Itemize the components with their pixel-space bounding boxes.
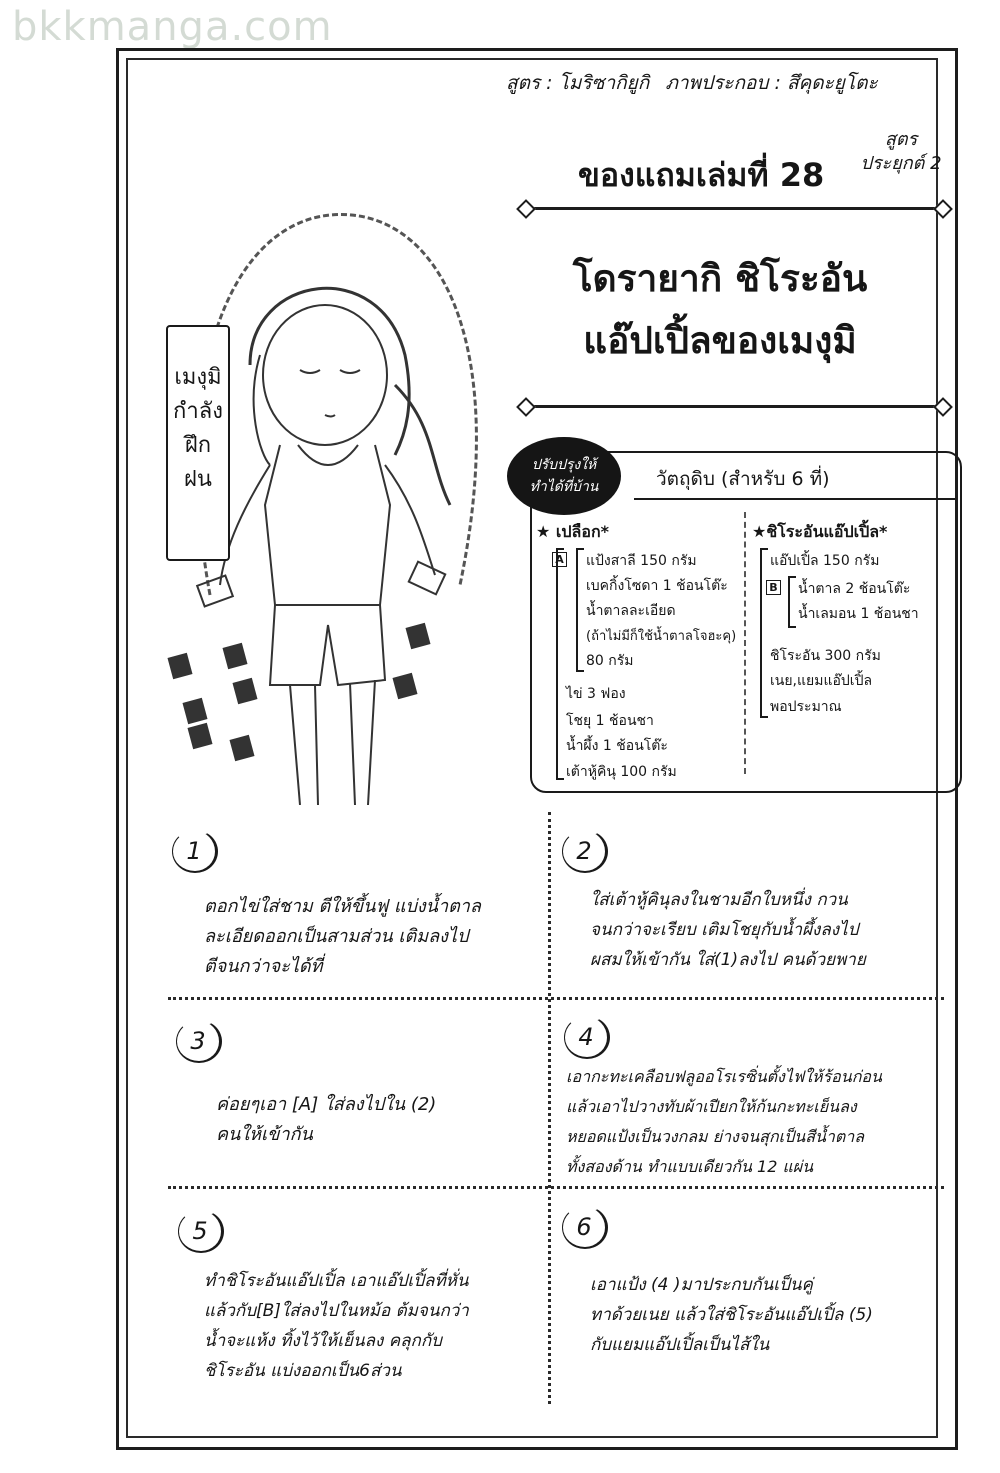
dish-title xyxy=(540,248,900,372)
step-4-number: 4 xyxy=(564,1016,610,1059)
ingredients-header: วัตถุดิบ (สำหรับ 6 ที่) xyxy=(656,468,830,490)
step-line: เอาแป้ง (4 )มาประกบกันเป็นคู่ xyxy=(590,1275,813,1295)
shell-section-title: ★ เปลือก* xyxy=(536,522,610,541)
shell-a-item: น้ำตาลละเอียด xyxy=(586,603,676,619)
caption-line: ฝึก xyxy=(184,433,212,458)
steps-vertical-divider xyxy=(548,812,551,1404)
step-line: น้ำจะแห้ง ทิ้งไว้ให้เย็นลง คลุกกับ xyxy=(204,1331,442,1351)
step-2-text xyxy=(590,885,866,975)
step-line: กับแยมแอ๊ปเปิ้ลเป็นไส้ใน xyxy=(590,1335,770,1355)
credit-line xyxy=(506,68,888,98)
filling-item: ชิโระอัน 300 กรัม xyxy=(770,648,881,664)
step-line: จนกว่าจะเรียบ เติมโชยุกับน้ำผึ้งลงไป xyxy=(590,920,859,940)
caption-line: เมงุมิ xyxy=(174,365,222,390)
step-line: ทาด้วยเนย แล้วใส่ชิโระอันแอ๊ปเปิ้ล (5) xyxy=(590,1305,873,1325)
shell-item: เต้าหู้คินุ 100 กรัม xyxy=(566,764,677,780)
step-line: เอากะทะเคลือบฟลูออโรเรซิ่นตั้งไฟให้ร้อนก่อน xyxy=(566,1067,882,1086)
step-1-number: 1 xyxy=(172,830,218,873)
step-line: ผสมให้เข้ากัน ใส่(1)ลงไป คนด้วยพาย xyxy=(590,950,866,970)
title-rule-top xyxy=(528,207,942,210)
group-a-label: A xyxy=(552,552,567,567)
recipe-kind-line1: สูตร xyxy=(884,129,918,150)
step-6-text xyxy=(590,1270,873,1360)
step-5-number: 5 xyxy=(178,1210,224,1253)
step-line: ชิโระอัน แบ่งออกเป็น6ส่วน xyxy=(204,1361,402,1381)
step-line: หยอดแป้งเป็นวงกลม ย่างจนสุกเป็นสีน้ำตาล xyxy=(566,1127,865,1146)
shell-item: โชยุ 1 ช้อนชา xyxy=(566,713,654,729)
caption-box xyxy=(166,325,230,561)
step-5-text xyxy=(204,1266,469,1386)
step-3-text xyxy=(216,1090,436,1150)
recipe-kind xyxy=(846,128,956,176)
recipe-kind-line2: ประยุกต์ 2 xyxy=(860,153,942,174)
steps-divider-row2 xyxy=(168,1186,944,1189)
volume-title: ของแถมเล่มที่ 28 xyxy=(578,156,825,194)
step-line: ทั้งสองด้าน ทำแบบเดียวกัน 12 แผ่น xyxy=(566,1157,814,1176)
homemade-badge xyxy=(507,437,621,515)
step-line: ใส่เต้าหู้คินุลงในชามอีกใบหนึ่ง กวน xyxy=(590,890,848,910)
shell-a-item: แป้งสาลี 150 กรัม xyxy=(586,553,697,569)
step-4-text xyxy=(566,1062,882,1182)
step-line: คนให้เข้ากัน xyxy=(216,1124,313,1145)
shell-item: ไข่ 3 ฟอง xyxy=(566,686,626,702)
shell-item: น้ำผึ้ง 1 ช้อนโต๊ะ xyxy=(566,738,668,754)
credit-recipe: สูตร : โมริซากิยูกิ xyxy=(506,72,650,94)
steps-divider-row1 xyxy=(168,997,944,1000)
title-rule-bottom xyxy=(528,405,942,408)
shell-a-item: เบคกิ้งโซดา 1 ช้อนโต๊ะ xyxy=(586,578,728,594)
credit-illustration: ภาพประกอบ : สึคุดะยูโตะ xyxy=(665,72,878,94)
dish-title-line2: แอ๊ปเปิ้ลของเมงุมิ xyxy=(583,319,857,362)
step-line: ตอกไข่ใส่ชาม ตีให้ขึ้นฟู แบ่งน้ำตาล xyxy=(204,896,481,917)
step-2-number: 2 xyxy=(562,830,608,873)
shell-bracket xyxy=(556,548,564,780)
caption-line: ฝน xyxy=(184,467,212,492)
step-line: แล้วกับ[B]ใส่ลงไปในหม้อ ต้มจนกว่า xyxy=(204,1301,469,1321)
badge-line2: ทำได้ที่บ้าน xyxy=(529,479,599,495)
filling-item: พอประมาณ xyxy=(770,699,842,715)
filling-section-title: ★ชิโระอันแอ๊ปเปิ้ล* xyxy=(752,522,888,541)
step-line: ตีจนกว่าจะได้ที่ xyxy=(204,956,323,977)
filling-item: เนย,แยมแอ๊ปเปิ้ล xyxy=(770,673,873,689)
step-line: ทำชิโระอันแอ๊ปเปิ้ล เอาแอ๊ปเปิ้ลที่หั่น xyxy=(204,1271,469,1291)
filling-bracket xyxy=(760,548,768,718)
ingredients-column-divider xyxy=(744,512,746,774)
ingredients-header-divider xyxy=(634,498,956,500)
badge-line1: ปรับปรุงให้ xyxy=(531,457,597,473)
step-1-text xyxy=(204,892,481,982)
caption-line: กำลัง xyxy=(173,399,223,424)
shell-a-item: 80 กรัม xyxy=(586,653,634,669)
step-line: ค่อยๆเอา [A] ใส่ลงไปใน (2) xyxy=(216,1094,437,1115)
step-line: แล้วเอาไปวางทับผ้าเปียกให้ก้นกะทะเย็นลง xyxy=(566,1097,857,1116)
watermark-text: bkkmanga.com xyxy=(12,4,333,50)
shell-a-item: (ถ้าไม่มีก็ใช้น้ำตาลโจฮะคุ) xyxy=(586,629,737,644)
group-b-label: B xyxy=(766,580,781,595)
filling-b-item: น้ำเลมอน 1 ช้อนชา xyxy=(798,606,919,622)
step-6-number: 6 xyxy=(562,1206,608,1249)
step-3-number: 3 xyxy=(176,1020,222,1063)
filling-item: แอ๊ปเปิ้ล 150 กรัม xyxy=(770,553,880,569)
filling-b-item: น้ำตาล 2 ช้อนโต๊ะ xyxy=(798,581,911,597)
group-a-bracket xyxy=(576,548,584,672)
group-b-bracket xyxy=(788,576,796,628)
step-line: ละเอียดออกเป็นสามส่วน เติมลงไป xyxy=(204,926,469,947)
dish-title-line1: โดรายากิ ชิโระอัน xyxy=(572,257,868,300)
